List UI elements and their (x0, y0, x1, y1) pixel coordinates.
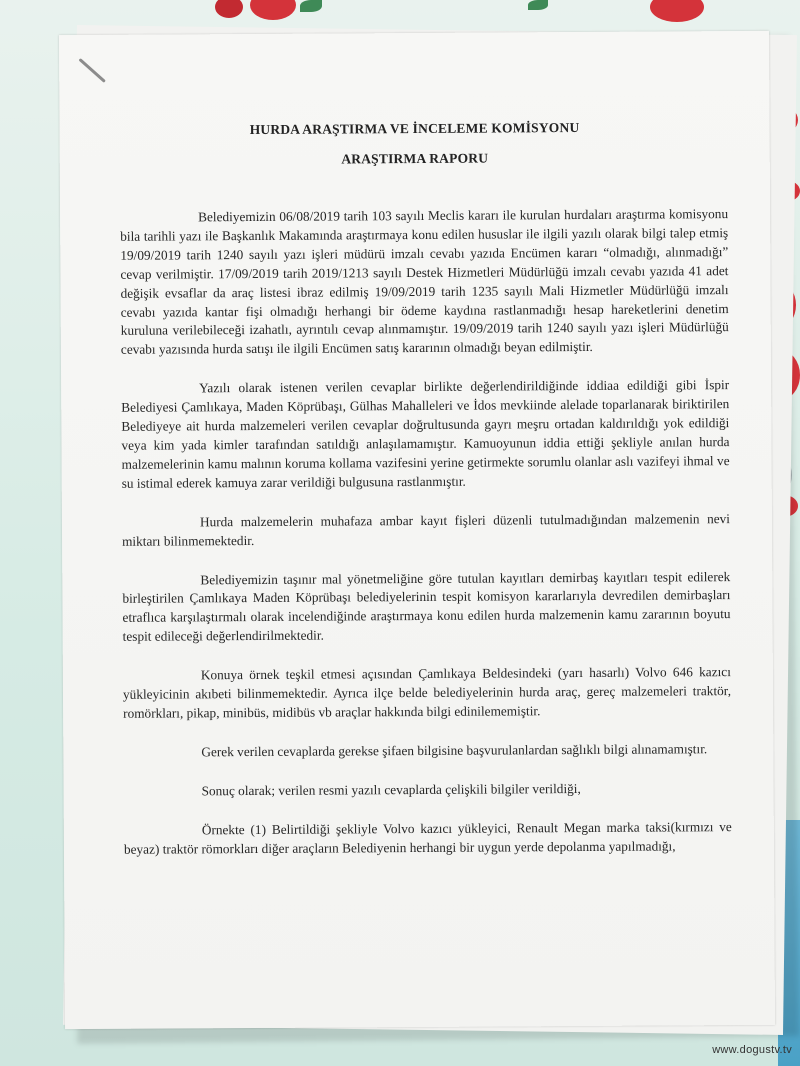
paragraph: Belediyemizin 06/08/2019 tarih 103 sayılı Meclis kararı ile kurulan hurdaları araştırma komisyonu bila tarihli yazı ile Başkanlık Makamında araştırmaya konu edilen hususlar ile ilgili yazılı olarak bilgi talep etmiş 19/09/2019 tarih 1240 sayılı yazı işleri müdürü imzalı cevabı yazıda Encümen kararı “olmadığı, alınmadığı” cevap verilmiştir. 17/09/2019 tarih 2019/1213 sayılı Destek Hizmetleri Müdürlüğü imzalı cevabı yazıda 41 adet değişik evsaflar da araç listesi ibraz edilmiş 19/09/2019 tarih 1235 sayılı Mali Hizmetler Müdürlüğü imzalı cevabı yazıda kantar fişi olmadığı herhangi bir ödeme kaydına rastlanmadığı hesap hareketlerini denetim kuruluna verilebileceği izahatlı, ayrıntılı cevap alınmamıştır. 19/09/2019 tarih 1240 sayılı yazı işleri Müdürlüğü cevabı yazısında hurda satışı ile ilgili Encümen satış kararının olmadığı beyan edilmiştir. (120, 206, 729, 358)
paragraph: Hurda malzemelerin muhafaza ambar kayıt fişleri düzenli tutulmadığından malzemenin nevi miktarı bilinmemektedir. (122, 510, 730, 549)
leaf-decoration (528, 0, 548, 10)
leaf-decoration (300, 0, 322, 12)
committee-title: HURDA ARAŞTIRMA VE İNCELEME KOMİSYONU (249, 120, 580, 138)
watermark: www.dogustv.tv (712, 1044, 792, 1056)
paragraph: Yazılı olarak istenen verilen cevaplar birlikte değerlendirildiğinde iddiaa edildiği gibi İspir Belediyesi Çamlıkaya, Maden Köprübaşı, Gülhas Mahalleleri ve İdos mevkiinde alelade toparlanarak biriktirilen Belediyeye ait hurda malzemeleri verilen cevaplar doğrultusunda gayrı meşru ortadan kaldırıldığı yok edildiği veya kim yada kimler tarafından satıldığı anlaşılamamıştır. Kamuoyunun iddia ettiği şekliyle anılan hurda malzemelerinin kamu malının koruma kollama vazifesini yerine getirmekte sorumlu olanlar aslı vazifeyi ihmal ve su istimal ederek kamuya zarar verildiği bulgusuna rastlanmıştır. (121, 377, 730, 491)
paragraph: Örnekte (1) Belirtildiği şekliyle Volvo kazıcı yükleyici, Renault Megan marka taksi(kırmızı ve beyaz) traktör römorkları diğer araçların Belediyenin herhangi bir uygun yerde depolanma yapılmadığı, (123, 818, 732, 857)
paragraph: Konuya örnek teşkil etmesi açısından Çamlıkaya Beldesindeki (yarı hasarlı) Volvo 646 kazıcı yükleyicinin akıbeti bilinmemektedir. Ayrıca ilçe belde belediyelerinin hurda araç, gereç malzemeleri traktör, romörkları, pikap, minibüs, midibüs vb araçlar hakkında bilgi edinilememiştir. (122, 664, 732, 721)
paragraph: Gerek verilen cevaplarda gerekse şifaen bilgisine başvurulanlardan sağlıklı bilgi alınamamıştır. (201, 741, 708, 760)
report-page (59, 31, 775, 1029)
report-body (120, 205, 732, 879)
staple (78, 58, 105, 83)
paragraph: Sonuç olarak; verilen resmi yazılı cevaplarda çelişkili bilgiler verildiği, (201, 780, 581, 799)
report-subtitle: ARAŞTIRMA RAPORU (341, 150, 489, 167)
flower-decoration (650, 0, 704, 22)
flower-decoration (215, 0, 243, 18)
paragraph: Belediyemizin taşınır mal yönetmeliğine göre tutulan kayıtları demirbaş kayıtları tespit edilerek birleştirilen Çamlıkaya Maden Köprübaşı belediyelerinin tespit komisyon kararlarıyla devredilen demirbaşları etraflıca karşılaştırmalı olarak incelendiğinde araştırmaya konu edilen hurda malzemenin kamu zararının boyutu tespit edileceği değerlendirilmektedir. (122, 568, 731, 645)
flower-decoration (250, 0, 296, 20)
